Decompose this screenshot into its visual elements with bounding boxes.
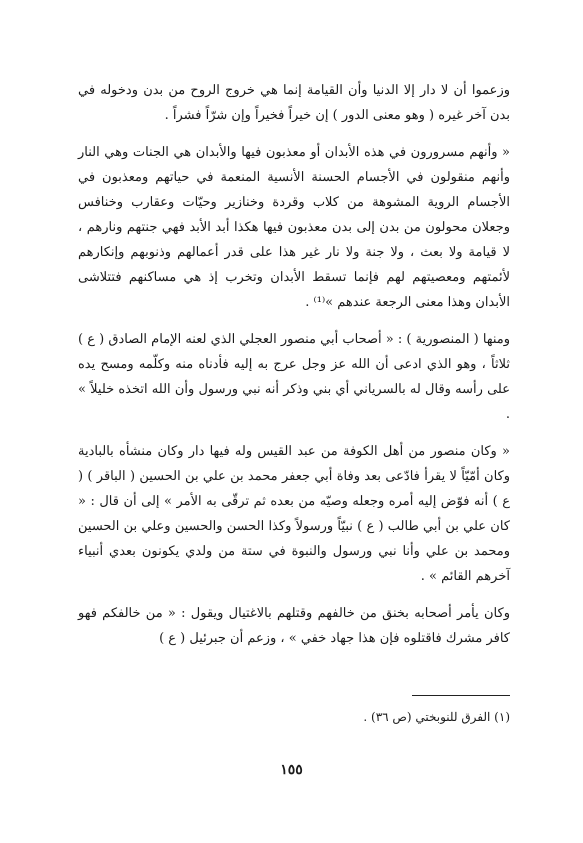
paragraph: ومنها ( المنصورية ) : « أصحاب أبي منصور العجلي الذي لعنه الإمام الصادق ( ع ) ثلاثاً ، وهو الذي ادعى أن الله عز وجل عرج به إليه فأدناه منه وكلّمه ومسح يده على رأسه وقال له بالسرياني أي بني وذكر أنه نبي ورسول وأن الله اتخذه خليلاً » . — [78, 332, 510, 422]
page-body — [78, 78, 510, 651]
footnote: (١) الفرق للنوبختي (ص ٣٦) . — [363, 710, 510, 724]
footnote-divider — [412, 695, 510, 696]
quote-paragraph: « وأنهم مسرورون في هذه الأبدان أو معذبون فيها والأبدان هي الجنات وهي النار وأنهم منقولون في الأجسام الحسنة الأنسية المنعمة في حياتهم ومعذبون في الأجسام الروية المشوهة من كلاب وقردة وخنازير وحيّات وعقارب وخنافس وجعلان محولون من بدن إلى بدن معذبون فيها هكذا أبد الأبد فهي جنتهم ونارهم ، لا قيامة ولا بعث ، ولا جنة ولا نار غير هذا على قدر أعمالهم وذنوبهم وإنكارهم لأئمتهم ومعصيتهم لهم فإنما تسقط الأبدان وتخرب إذ هي مساكنهم فتتلاشى الأبدان وهذا معنى الرجعة عندهم »⁽¹⁾ . — [78, 145, 510, 310]
paragraph: وزعموا أن لا دار إلا الدنيا وأن القيامة إنما هي خروج الروح من بدن ودخوله في بدن آخر غيره ( وهو معنى الدور ) إن خيراً فخيراً وإن شرّاً فشراً . — [78, 83, 510, 123]
quote-paragraph: « وكان منصور من أهل الكوفة من عبد القيس وله فيها دار وكان منشأه بالبادية وكان أمّيّاً لا يقرأ فادّعى بعد وفاة أبي جعفر محمد بن علي بن الحسين ( الباقر ) ( ع ) أنه فوّض إليه أمره وجعله وصيّه من بعده ثم ترقّى به الأمر » إلى أن قال : « كان علي بن أبي طالب ( ع ) نبيّاً ورسولاً وكذا الحسن والحسين وعلي بن الحسين ومحمد بن علي وأنا نبي ورسول والنبوة في ستة من ولدي يكونون بعدي أنبياء آخرهم القائم » . — [78, 444, 510, 584]
page-number: ١٥٥ — [280, 762, 303, 778]
paragraph: وكان يأمر أصحابه بخنق من خالفهم وقتلهم بالاغتيال ويقول : « من خالفكم فهو كافر مشرك فاقتلوه فإن هذا جهاد خفي » ، وزعم أن جبرئيل ( ع ) — [78, 606, 510, 646]
